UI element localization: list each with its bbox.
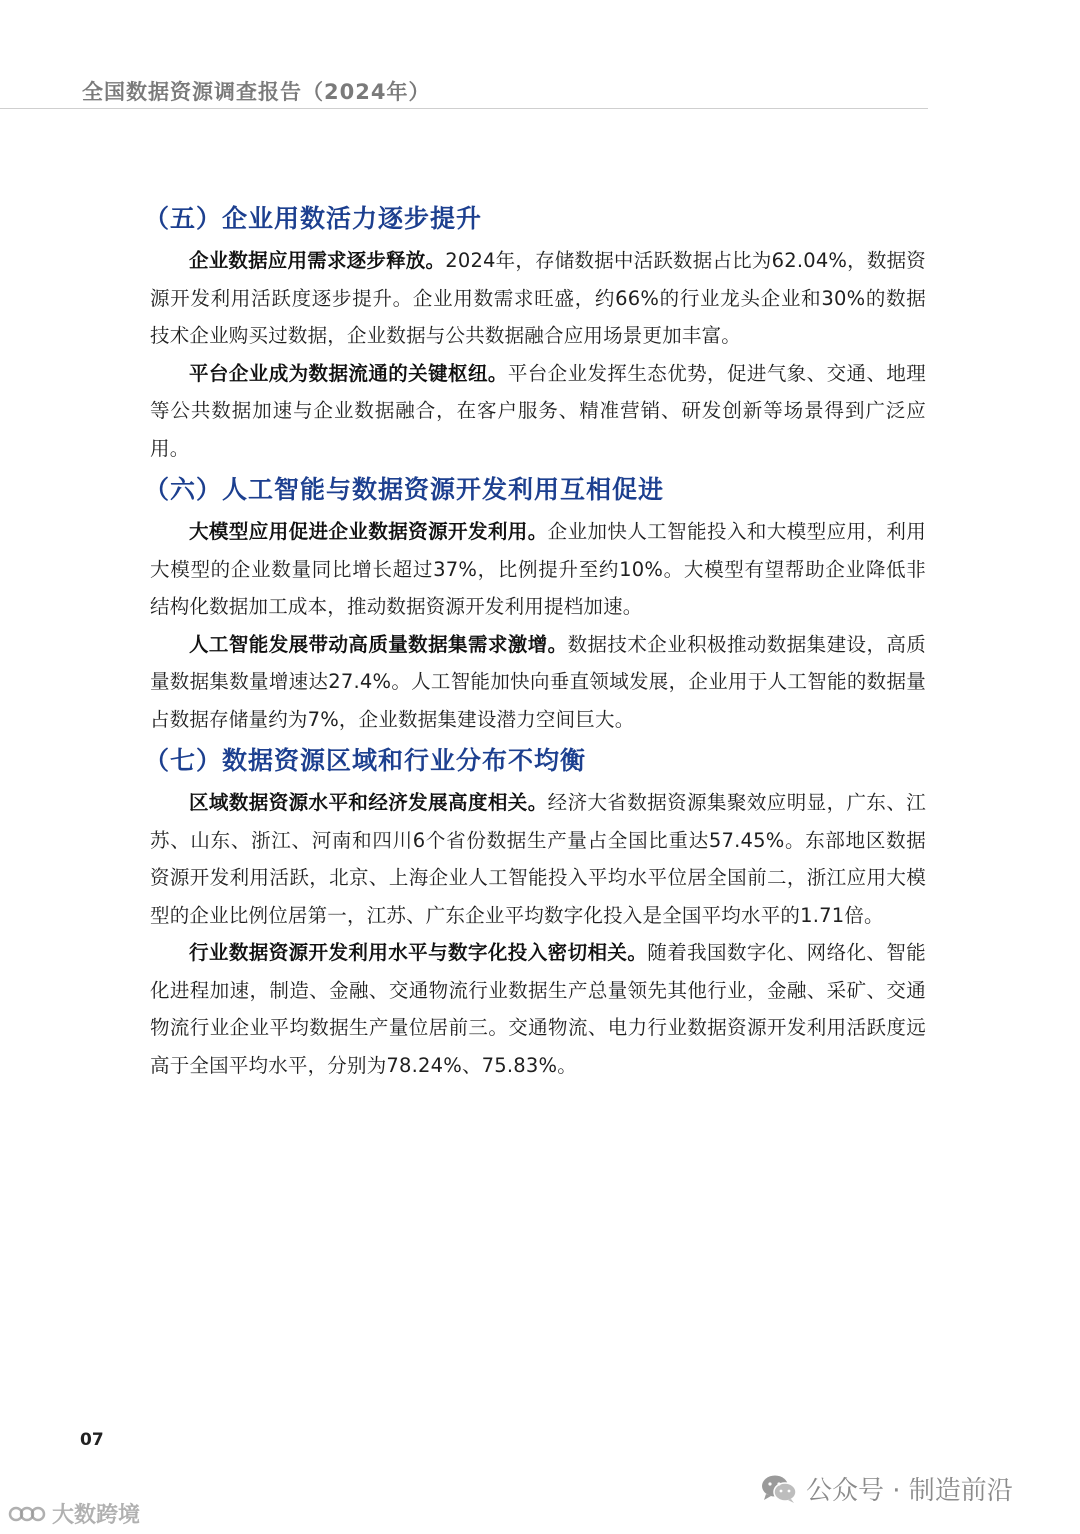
brand-logo-icon — [8, 1503, 46, 1525]
section-number: （五） — [144, 204, 223, 233]
paragraph-text: 平台企业发挥生态优势，促进气象、交通、地理等公共数据加速与企业数据融合，在客户服务、精准营销、研发创新等场景得到广泛应用。 — [150, 361, 927, 460]
paragraph-lead: 行业数据资源开发利用水平与数字化投入密切相关。 — [189, 941, 648, 964]
paragraph-text: 经济大省数据资源集聚效应明显，广东、江苏、山东、浙江、河南和四川6个省份数据生产量占全国比重达57.45%。东部地区数据资源开发利用活跃，北京、上海企业人工智能投入平均水平位居全国前二，浙江应用大模型的企业比例位居第一，江苏、广东企业平均数字化投入是全国平均水平的1.71倍。 — [150, 791, 926, 927]
paragraph-lead: 区域数据资源水平和经济发展高度相关。 — [189, 791, 548, 814]
paragraph — [150, 934, 926, 1084]
paragraph-text: 随着我国数字化、网络化、智能化进程加速，制造、金融、交通物流行业数据生产总量领先其他行业，金融、采矿、交通物流行业企业平均数据生产量位居前三。交通物流、电力行业数据资源开发利用活跃度远高于全国平均水平，分别为78.24%、75.83%。 — [150, 941, 926, 1077]
paragraph — [150, 242, 926, 355]
section-title: 人工智能与数据资源开发利用互相促进 — [222, 475, 665, 504]
watermark-left — [8, 1498, 140, 1529]
paragraph — [150, 355, 926, 468]
paragraph-text: 数据技术企业积极推动数据集建设，高质量数据集数量增速达27.4%。人工智能加快向垂直领域发展，企业用于人工智能的数据量占数据存储量约为7%，企业数据集建设潜力空间巨大。 — [150, 632, 926, 731]
section-title: 企业用数活力逐步提升 — [222, 204, 483, 233]
watermark-right — [760, 1470, 1013, 1507]
paragraph — [150, 784, 926, 934]
paragraph-lead: 大模型应用促进企业数据资源开发利用。 — [189, 520, 548, 543]
paragraph — [150, 626, 926, 739]
section-heading-7 — [144, 738, 926, 784]
paragraph-lead: 平台企业成为数据流通的关键枢纽。 — [189, 361, 508, 385]
paragraph-text: 2024年，存储数据中活跃数据占比为62.04%，数据资源开发利用活跃度逐步提升。企业用数需求旺盛，约66%的行业龙头企业和30%的数据技术企业购买过数据，企业数据与公共数据融合应用场景更加丰富。 — [150, 249, 926, 347]
section-title: 数据资源区域和行业分布不均衡 — [222, 746, 587, 775]
paragraph-lead: 企业数据应用需求逐步释放。 — [189, 249, 446, 272]
watermark-right-text: 公众号 · 制造前沿 — [806, 1476, 1013, 1506]
section-number: （六） — [144, 475, 223, 504]
header-divider — [0, 108, 928, 109]
section-heading-5 — [144, 196, 926, 242]
report-header-title: 全国数据资源调查报告（2024年） — [82, 80, 431, 104]
watermark-left-text: 大数跨境 — [52, 1503, 141, 1528]
section-number: （七） — [144, 746, 223, 775]
main-content — [144, 196, 927, 1084]
paragraph-lead: 人工智能发展带动高质量数据集需求激增。 — [189, 632, 568, 656]
section-heading-6 — [144, 467, 926, 513]
paragraph-text: 企业加快人工智能投入和大模型应用，利用大模型的企业数量同比增长超过37%，比例提升至约10%。大模型有望帮助企业降低非结构化数据加工成本，推动数据资源开发利用提档加速。 — [150, 520, 926, 618]
page-number: 07 — [80, 1430, 104, 1450]
paragraph — [150, 513, 926, 626]
wechat-icon — [760, 1473, 798, 1505]
